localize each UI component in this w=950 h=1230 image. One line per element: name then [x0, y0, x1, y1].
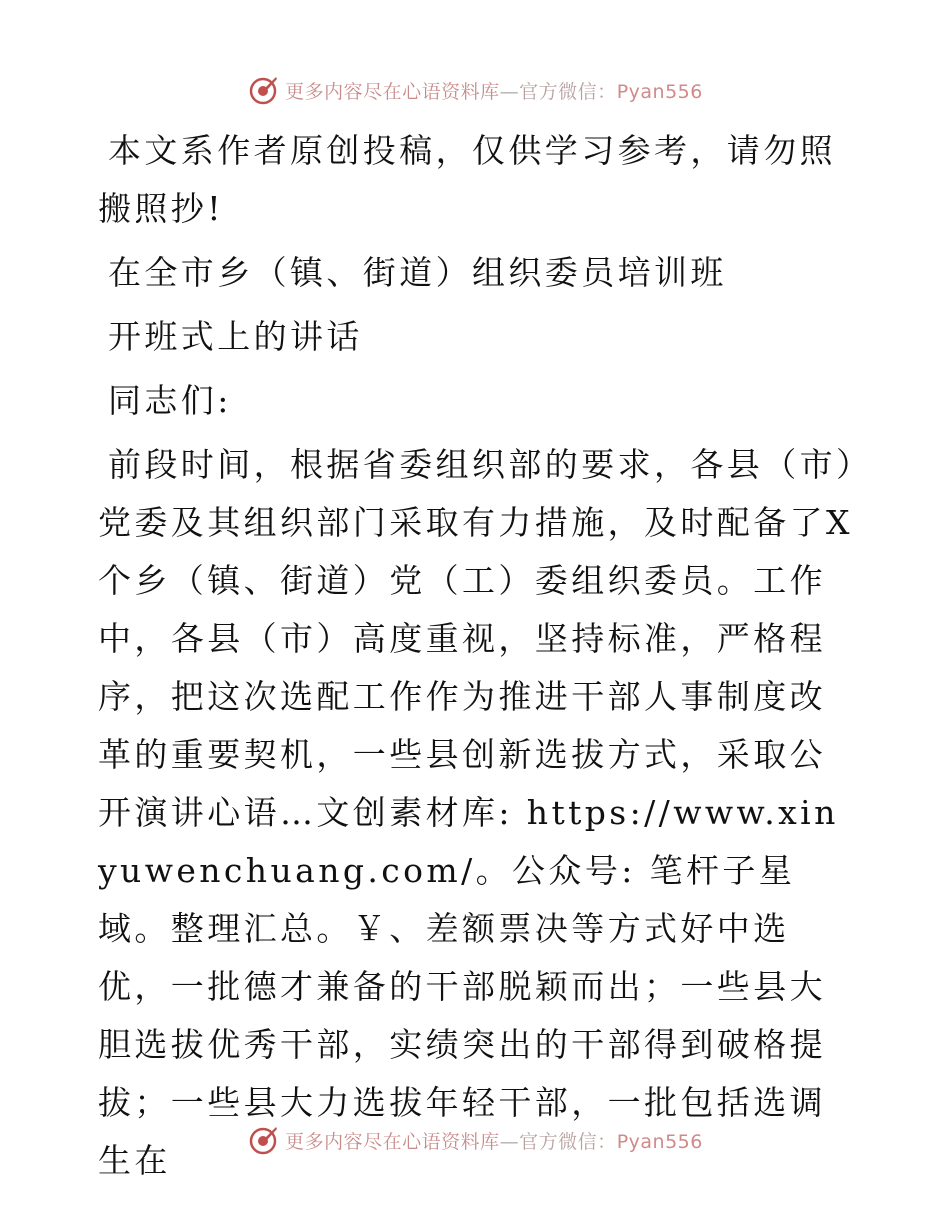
disclaimer-text: 本文系作者原创投稿，仅供学习参考，请勿照搬照抄!: [98, 131, 836, 228]
watermark-dash: —: [499, 1130, 520, 1153]
watermark-wechat-label: 官方微信：: [519, 80, 617, 103]
document-body: [98, 122, 858, 1190]
watermark-site: 更多内容尽在心语资料库: [285, 80, 500, 103]
watermark-wechat-id: Pyan556: [616, 80, 703, 103]
salutation: 同志们:: [108, 381, 232, 420]
quill-pen-circle-icon: [247, 74, 279, 106]
watermark-site: 更多内容尽在心语资料库: [285, 1130, 500, 1153]
watermark-dash: —: [499, 80, 520, 103]
header-watermark: [0, 70, 950, 110]
watermark-text: [285, 77, 703, 104]
footer-watermark: [0, 1120, 950, 1160]
watermark-wechat-id: Pyan556: [616, 1130, 703, 1153]
body-paragraph: 前段时间，根据省委组织部的要求，各县（市）党委及其组织部门采取有力措施，及时配备了X个乡（镇、街道）党（工）委组织委员。工作中，各县（市）高度重视，坚持标准，严格程序，把这次选配工作作为推进干部人事制度改革的重要契机，一些县创新选拔方式，采取公开演讲心语…文创素材库: https://www.xinyuwenchuang.com/。公众号: 笔杆子星域。整理汇总。￥、差额票决等方式好中选优，一批德才兼备的干部脱颖而出；一些县大胆选拔优秀干部，实绩突出的干部得到破格提拔；一些县大力选拔年轻干部，一批包括选调生在: [98, 445, 856, 1180]
title-line-1: 在全市乡（镇、街道）组织委员培训班: [108, 253, 727, 292]
watermark-wechat-label: 官方微信：: [519, 1130, 617, 1153]
title-line-2: 开班式上的讲话: [108, 317, 363, 356]
quill-pen-circle-icon: [247, 1124, 279, 1156]
watermark-text: [285, 1127, 703, 1154]
